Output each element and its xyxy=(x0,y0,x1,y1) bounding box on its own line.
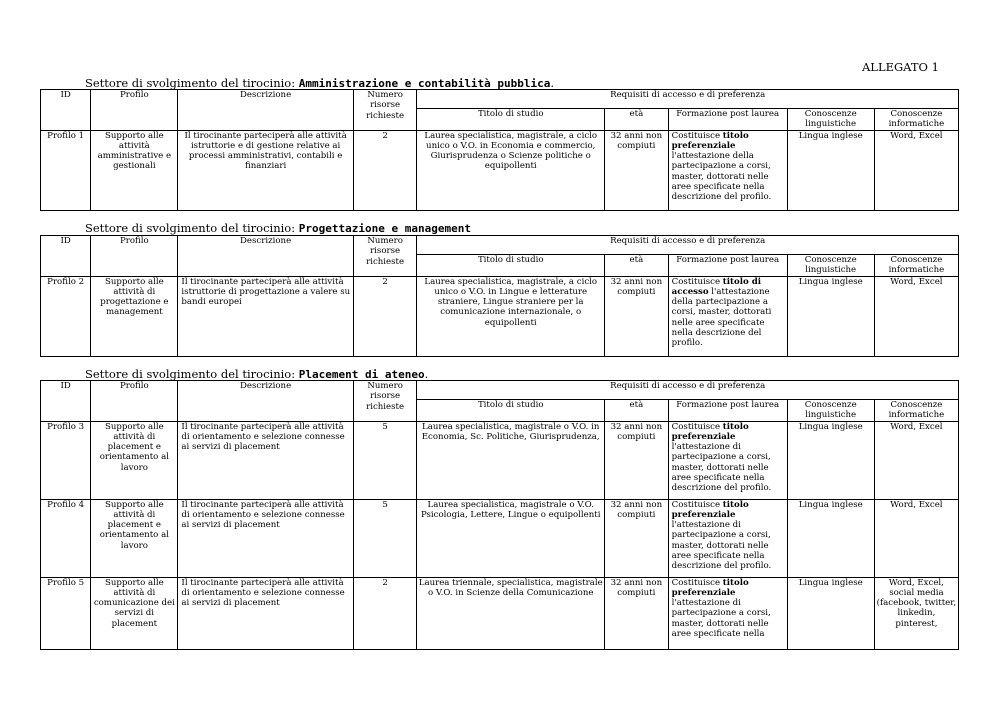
header-numero: Numero risorse richieste xyxy=(353,90,417,131)
cell-descrizione: Il tirocinante parteciperà alle attività di orientamento e selezione connesse ai servizi di placement xyxy=(178,499,353,577)
cell-eta: 32 anni non compiuti xyxy=(605,577,669,649)
header-formazione: Formazione post laurea xyxy=(668,255,787,277)
header-descrizione: Descrizione xyxy=(178,236,353,277)
header-formazione: Formazione post laurea xyxy=(668,400,787,422)
cell-titolo: Laurea specialistica, magistrale o V.O. Psicologia, Lettere, Lingue o equipollenti xyxy=(417,499,605,577)
cell-lingue: Lingua inglese xyxy=(787,276,874,356)
cell-informatiche: Word, Excel xyxy=(874,421,958,499)
cell-titolo: Laurea specialistica, magistrale o V.O. in Economia, Sc. Politiche, Giurisprudenza, xyxy=(417,421,605,499)
cell-lingue: Lingua inglese xyxy=(787,130,874,210)
cell-formazione: Costituisce titolo preferenziale l'attestazione di partecipazione a corsi, master, dottorati nelle aree specificate nella xyxy=(668,577,787,649)
cell-formazione: Costituisce titolo di accesso l'attestazione della partecipazione a corsi, master, dottorati nelle aree specificate nella descrizione del profilo. xyxy=(668,276,787,356)
header-formazione: Formazione post laurea xyxy=(668,109,787,131)
header-eta: età xyxy=(605,109,669,131)
cell-profilo: Supporto alle attività di placement e orientamento al lavoro xyxy=(91,499,178,577)
cell-formazione: Costituisce titolo preferenziale l'attestazione di partecipazione a corsi, master, dottorati nelle aree specificate nella descrizione del profilo. xyxy=(668,499,787,577)
header-requisiti: Requisiti di accesso e di preferenza xyxy=(417,381,959,400)
header-informatiche: Conoscenze informatiche xyxy=(874,400,958,422)
cell-profilo: Supporto alle attività di comunicazione dei servizi di placement xyxy=(91,577,178,649)
table-row xyxy=(41,577,959,649)
cell-numero: 5 xyxy=(353,421,417,499)
cell-informatiche: Word, Excel xyxy=(874,499,958,577)
cell-titolo: Laurea specialistica, magistrale, a ciclo unico o V.O. in Economia e commercio, Giurisprudenza o Scienze politiche o equipollenti xyxy=(417,130,605,210)
cell-descrizione: Il tirocinante parteciperà alle attività istruttorie e di gestione relative ai processi amministrativi, contabili e finanziari xyxy=(178,130,353,210)
cell-eta: 32 anni non compiuti xyxy=(605,421,669,499)
header-requisiti: Requisiti di accesso e di preferenza xyxy=(417,236,959,255)
header-profilo: Profilo xyxy=(91,90,178,131)
cell-lingue: Lingua inglese xyxy=(787,421,874,499)
header-requisiti: Requisiti di accesso e di preferenza xyxy=(417,90,959,109)
cell-numero: 5 xyxy=(353,499,417,577)
header-profilo: Profilo xyxy=(91,236,178,277)
cell-id: Profilo 4 xyxy=(41,499,91,577)
cell-numero: 2 xyxy=(353,577,417,649)
cell-profilo: Supporto alle attività amministrative e gestionali xyxy=(91,130,178,210)
cell-id: Profilo 2 xyxy=(41,276,91,356)
header-titolo: Titolo di studio xyxy=(417,109,605,131)
header-eta: età xyxy=(605,255,669,277)
cell-lingue: Lingua inglese xyxy=(787,577,874,649)
header-profilo: Profilo xyxy=(91,381,178,422)
allegato-label: ALLEGATO 1 xyxy=(862,60,939,74)
header-descrizione: Descrizione xyxy=(178,90,353,131)
cell-descrizione: Il tirocinante parteciperà alle attività di orientamento e selezione connesse ai servizi di placement xyxy=(178,421,353,499)
cell-titolo: Laurea triennale, specialistica, magistrale o V.O. in Scienze della Comunicazione xyxy=(417,577,605,649)
cell-informatiche: Word, Excel xyxy=(874,276,958,356)
cell-eta: 32 anni non compiuti xyxy=(605,276,669,356)
header-informatiche: Conoscenze informatiche xyxy=(874,109,958,131)
table-row xyxy=(41,421,959,499)
cell-profilo: Supporto alle attività di placement e orientamento al lavoro xyxy=(91,421,178,499)
table-sector-2 xyxy=(40,235,959,357)
header-descrizione: Descrizione xyxy=(178,381,353,422)
cell-titolo: Laurea specialistica, magistrale, a ciclo unico o V.O. in Lingue e letterature straniere, Lingue straniere per la comunicazione internazionale, o equipollenti xyxy=(417,276,605,356)
header-id: ID xyxy=(41,90,91,131)
cell-eta: 32 anni non compiuti xyxy=(605,130,669,210)
header-lingue: Conoscenze linguistiche xyxy=(787,255,874,277)
header-titolo: Titolo di studio xyxy=(417,255,605,277)
table-row xyxy=(41,499,959,577)
cell-descrizione: Il tirocinante parteciperà alle attività di orientamento e selezione connesse ai servizi di placement xyxy=(178,577,353,649)
header-numero: Numero risorse richieste xyxy=(353,236,417,277)
cell-numero: 2 xyxy=(353,130,417,210)
header-lingue: Conoscenze linguistiche xyxy=(787,400,874,422)
cell-eta: 32 anni non compiuti xyxy=(605,499,669,577)
table-sector-3 xyxy=(40,380,959,650)
header-titolo: Titolo di studio xyxy=(417,400,605,422)
cell-descrizione: Il tirocinante parteciperà alle attività istruttorie di progettazione a valere su bandi europei xyxy=(178,276,353,356)
cell-id: Profilo 3 xyxy=(41,421,91,499)
header-lingue: Conoscenze linguistiche xyxy=(787,109,874,131)
table-row xyxy=(41,130,959,210)
header-id: ID xyxy=(41,236,91,277)
cell-id: Profilo 1 xyxy=(41,130,91,210)
header-id: ID xyxy=(41,381,91,422)
cell-formazione: Costituisce titolo preferenziale l'attestazione di partecipazione a corsi, master, dottorati nelle aree specificate nella descrizione del profilo. xyxy=(668,421,787,499)
sector-title-1: Settore di svolgimento del tirocinio: Amministrazione e contabilità pubblica. xyxy=(85,76,555,90)
cell-informatiche: Word, Excel xyxy=(874,130,958,210)
header-informatiche: Conoscenze informatiche xyxy=(874,255,958,277)
header-eta: età xyxy=(605,400,669,422)
cell-id: Profilo 5 xyxy=(41,577,91,649)
sector-title-2: Settore di svolgimento del tirocinio: Progettazione e management xyxy=(85,221,471,235)
cell-formazione: Costituisce titolo preferenziale l'attestazione della partecipazione a corsi, master, dottorati nelle aree specificate nella descrizione del profilo. xyxy=(668,130,787,210)
table-sector-1 xyxy=(40,89,959,211)
cell-numero: 2 xyxy=(353,276,417,356)
sector-title-3: Settore di svolgimento del tirocinio: Placement di ateneo. xyxy=(85,367,429,381)
header-numero: Numero risorse richieste xyxy=(353,381,417,422)
cell-profilo: Supporto alle attività di progettazione e management xyxy=(91,276,178,356)
cell-lingue: Lingua inglese xyxy=(787,499,874,577)
table-row xyxy=(41,276,959,356)
cell-informatiche: Word, Excel, social media (facebook, twitter, linkedin, pinterest, xyxy=(874,577,958,649)
